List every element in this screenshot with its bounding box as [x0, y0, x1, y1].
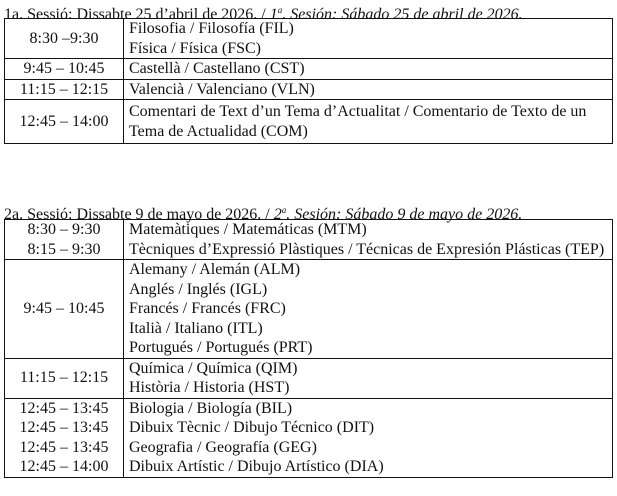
- time-cell: [5, 260, 124, 359]
- table-row: [5, 220, 613, 260]
- subject: Dibuix Artístic / Dibujo Artístico (DIA): [129, 458, 384, 475]
- subject: Francés / Francés (FRC): [129, 300, 286, 317]
- subject: Italià / Italiano (ITL): [129, 319, 263, 337]
- time: 9:45 – 10:45: [23, 300, 105, 317]
- time: 11:15 – 12:15: [19, 80, 109, 98]
- time: 12:45 – 13:45: [19, 419, 109, 436]
- subject-cell: [124, 358, 613, 398]
- heading-es-text: . Sesión: Sábado 9 de mayo de 2026.: [286, 206, 523, 223]
- table-row: [5, 79, 613, 100]
- session-1-heading-ca: 1a. Sessió: Dissabte 25 d’abril de 2026. /: [4, 6, 270, 23]
- time-cell: [5, 358, 124, 398]
- time-cell: [5, 59, 124, 80]
- table-row: [5, 19, 613, 59]
- time: 8:15 – 9:30: [27, 240, 101, 258]
- subject: Física / Física (FSC): [129, 39, 262, 57]
- ordinal-suffix: a: [281, 205, 287, 215]
- subject-cell: [124, 398, 613, 477]
- subject-cell: [124, 260, 613, 359]
- time-cell: [5, 398, 124, 477]
- table-row: [5, 398, 613, 477]
- time: 11:15 – 12:15: [19, 369, 109, 387]
- subject: Química / Química (QIM): [129, 359, 298, 377]
- subject-cell: [124, 100, 613, 144]
- table-row: [5, 358, 613, 398]
- subject: Biologia / Biología (BIL): [129, 399, 293, 417]
- subject: Dibuix Tècnic / Dibujo Técnico (DIT): [129, 419, 375, 436]
- time: 8:30 –9:30: [29, 29, 99, 47]
- time-cell: [5, 220, 124, 260]
- subject-cell: [124, 19, 613, 59]
- subject: Anglés / Inglés (IGL): [129, 280, 268, 298]
- subject: Història / Historia (HST): [129, 379, 290, 396]
- ordinal: 2: [273, 206, 282, 223]
- time-cell: [5, 19, 124, 59]
- subject: Geografia / Geografía (GEG): [129, 438, 317, 456]
- heading-es-text: . Sesión: Sábado 25 de abril de 2026.: [282, 6, 523, 23]
- subject: Castellà / Castellano (CST): [129, 60, 305, 77]
- subject: Portugués / Portugués (PRT): [129, 339, 313, 356]
- table-row: [5, 100, 613, 144]
- time-cell: [5, 79, 124, 100]
- subject-cell: [124, 79, 613, 100]
- time: 12:45 – 14:00: [19, 112, 109, 130]
- subject: Matemàtiques / Matemáticas (MTM): [129, 221, 367, 238]
- time: 12:45 – 13:45: [19, 399, 109, 417]
- subject-cell: [124, 59, 613, 80]
- session-2-table: [4, 219, 613, 478]
- subject: Alemany / Alemán (ALM): [129, 261, 301, 278]
- ordinal-suffix: a: [277, 5, 283, 15]
- time: 12:45 – 14:00: [19, 458, 109, 475]
- subject: Filosofia / Filosofía (FIL): [129, 20, 294, 37]
- subject-cell: [124, 220, 613, 260]
- subject: Valencià / Valenciano (VLN): [129, 80, 315, 98]
- session-2-heading-ca: 2a. Sessió: Dissabte 9 de mayo de 2026. /: [4, 206, 274, 223]
- time: 8:30 – 9:30: [27, 221, 101, 238]
- table-row: [5, 59, 613, 80]
- time: 12:45 – 13:45: [19, 438, 109, 456]
- subject: Tècniques d’Expressió Plàstiques / Técnicas de Expresión Plásticas (TEP): [129, 240, 605, 258]
- ordinal: 1: [269, 6, 278, 23]
- session-1-table: [4, 18, 613, 144]
- table-row: [5, 260, 613, 359]
- time-cell: [5, 100, 124, 144]
- time: 9:45 – 10:45: [23, 60, 105, 77]
- subject: Comentari de Text d’un Tema d’Actualitat / Comentario de Texto de un Tema de Actualidad (COM): [129, 103, 587, 140]
